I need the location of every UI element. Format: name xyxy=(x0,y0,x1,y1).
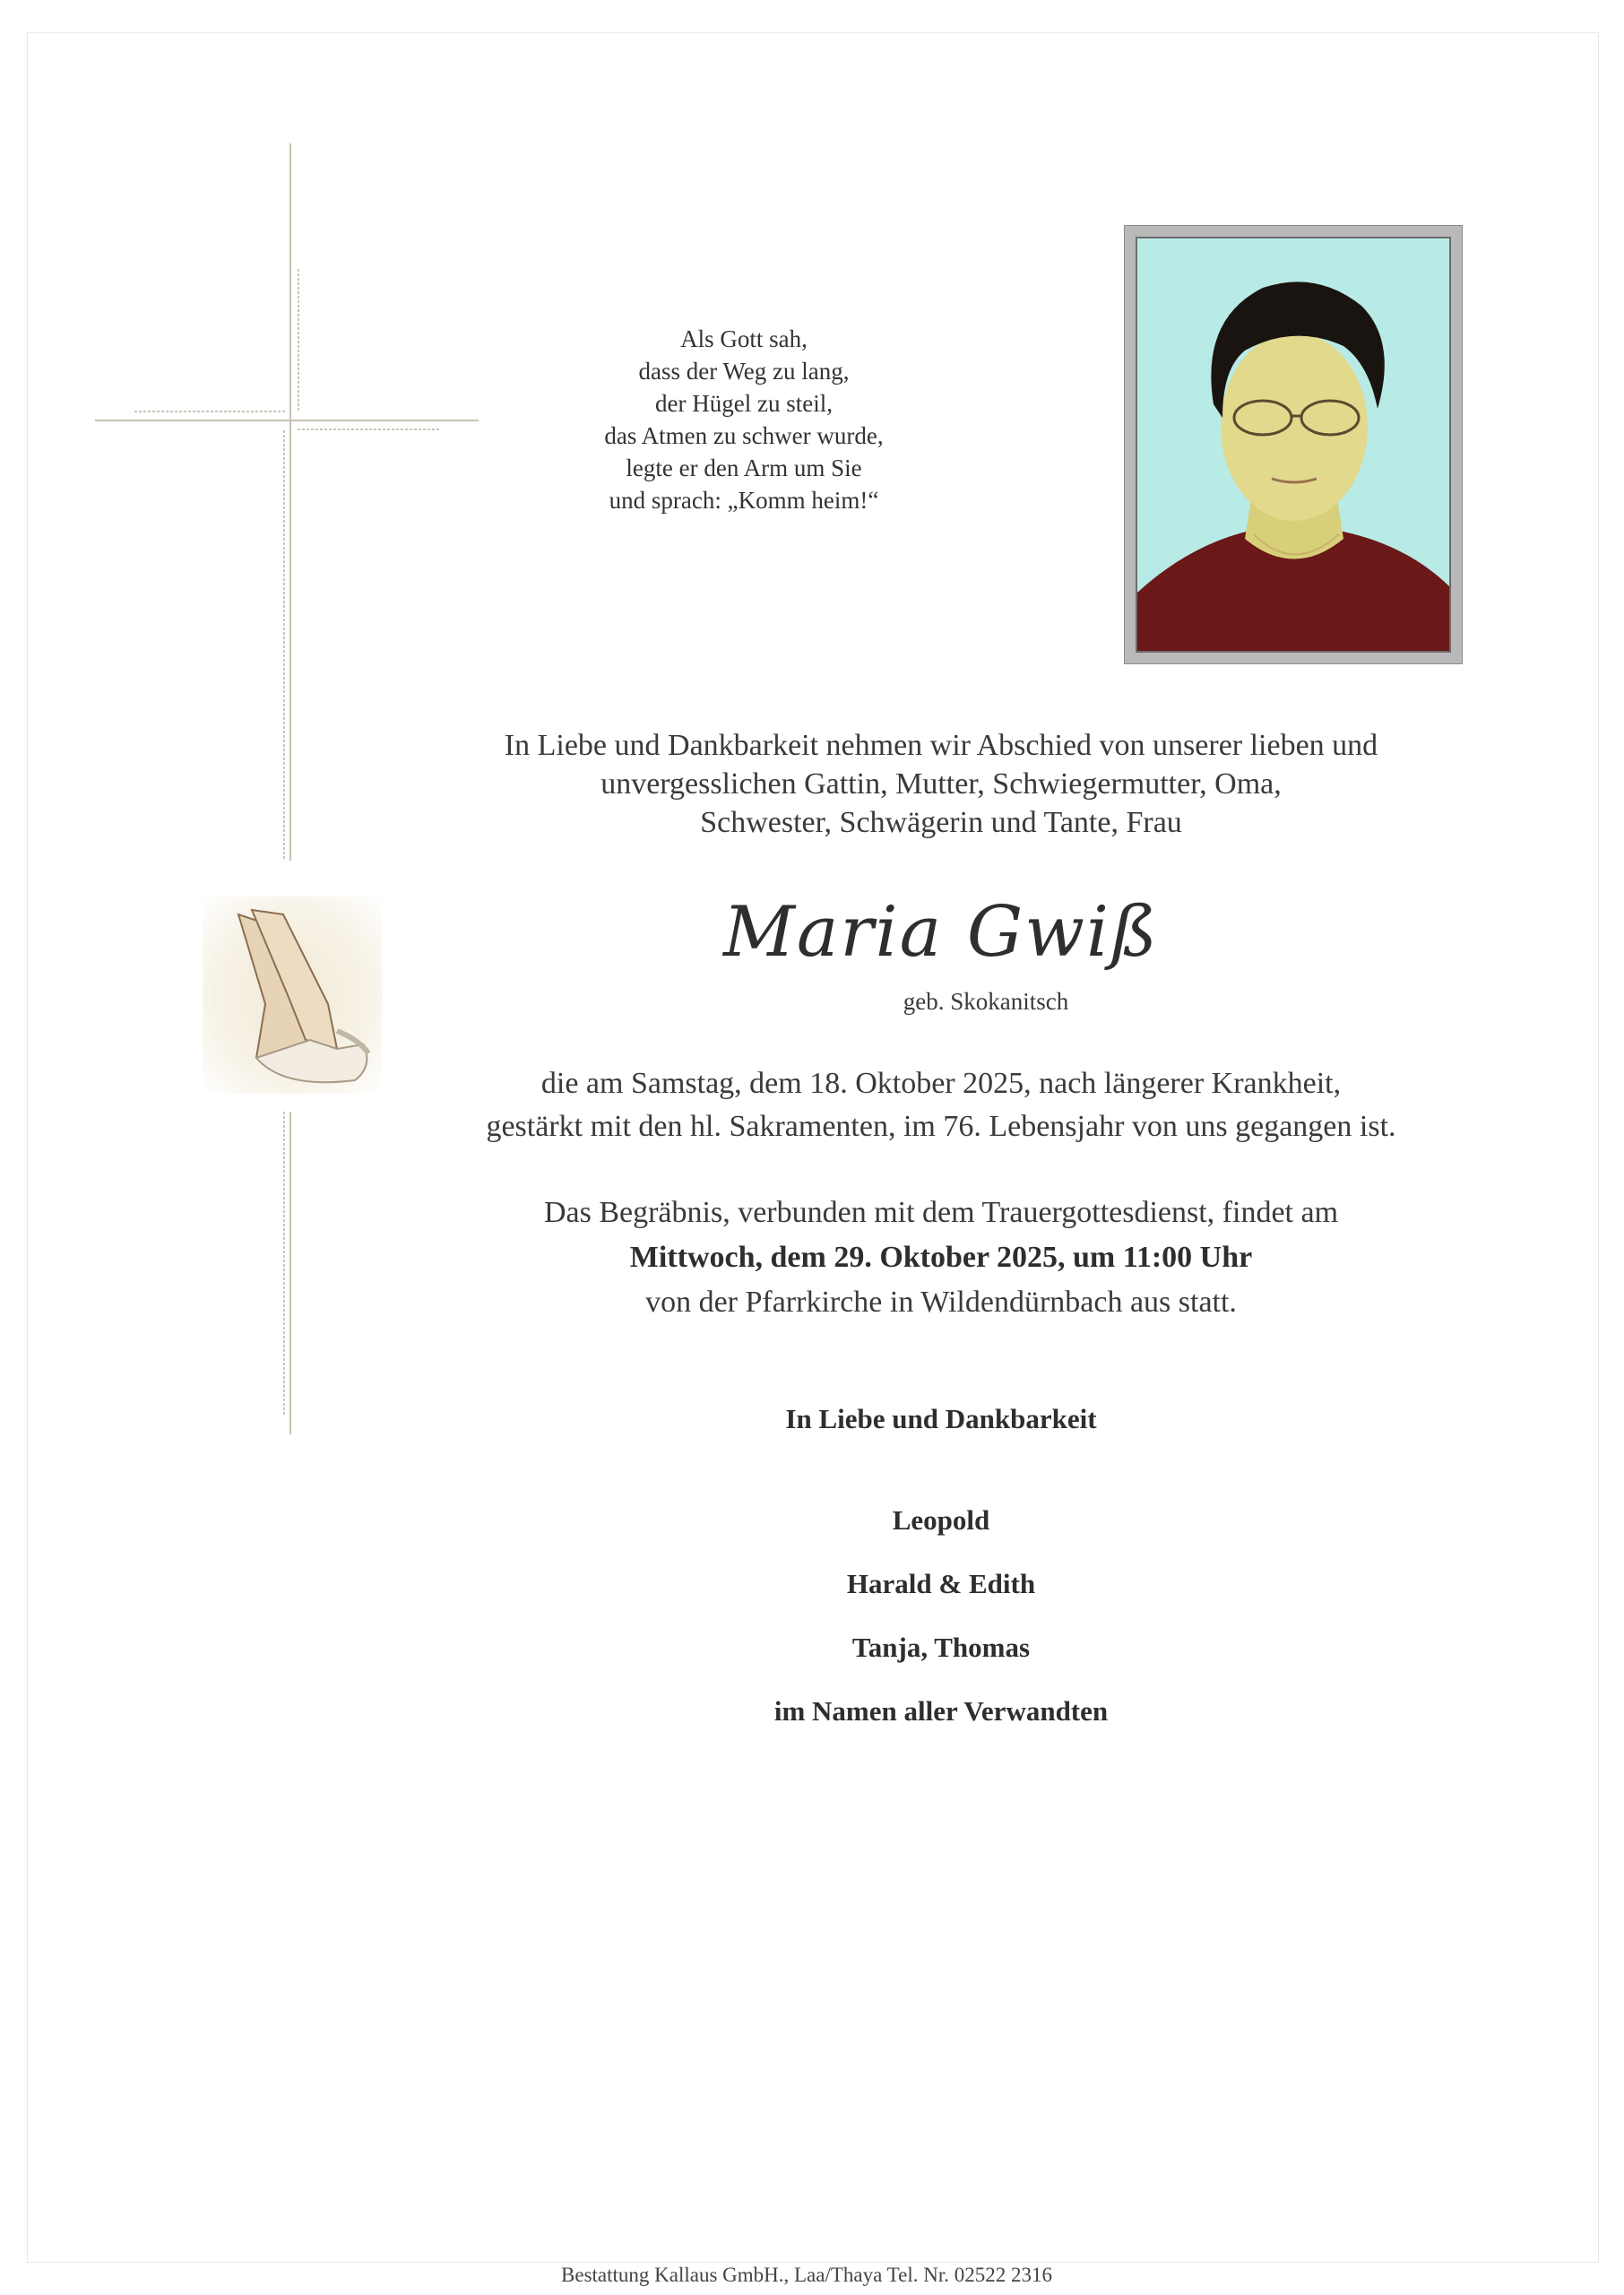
poem-line: der Hügel zu steil, xyxy=(655,390,833,417)
funeral-home-footer: Bestattung Kallaus GmbH., Laa/Thaya Tel. Nr. 02522 2316 xyxy=(561,2264,1052,2286)
funeral-line: von der Pfarrkirche in Wildendürnbach aus statt. xyxy=(645,1286,1237,1319)
maiden-name: geb. Skokanitsch xyxy=(903,988,1069,1015)
death-notice xyxy=(448,1062,1434,1148)
intro-line: unvergesslichen Gattin, Mutter, Schwiegermutter, Oma, xyxy=(600,767,1282,801)
poem-line: dass der Weg zu lang, xyxy=(638,358,850,385)
portrait-photo xyxy=(1124,225,1463,664)
deceased-name: Maria Gwiß xyxy=(722,892,1160,973)
mourner-name: Harald & Edith xyxy=(846,1568,1036,1599)
funeral-line: Das Begräbnis, verbunden mit dem Trauergottesdienst, findet am xyxy=(543,1196,1339,1229)
funeral-date: Mittwoch, dem 29. Oktober 2025, um 11:00 Uhr xyxy=(629,1241,1253,1274)
closing-line: In Liebe und Dankbarkeit xyxy=(785,1403,1097,1434)
funeral-info xyxy=(448,1191,1434,1325)
poem-line: und sprach: „Komm heim!“ xyxy=(609,487,879,514)
mourner-name: Tanja, Thomas xyxy=(851,1632,1031,1663)
poem-line: legte er den Arm um Sie xyxy=(626,455,862,481)
intro-line: In Liebe und Dankbarkeit nehmen wir Abschied von unserer lieben und xyxy=(504,729,1378,762)
poem-line: Als Gott sah, xyxy=(680,325,808,352)
poem xyxy=(520,323,968,516)
mourner-name: im Namen aller Verwandten xyxy=(773,1695,1109,1727)
death-notice-line: die am Samstag, dem 18. Oktober 2025, nach längerer Krankheit, xyxy=(540,1067,1342,1100)
death-notice-line: gestärkt mit den hl. Sakramenten, im 76. Lebensjahr von uns gegangen ist. xyxy=(486,1110,1396,1143)
portrait-image xyxy=(1136,237,1451,653)
poem-line: das Atmen zu schwer wurde, xyxy=(604,422,884,449)
intro-text xyxy=(448,726,1434,842)
intro-line: Schwester, Schwägerin und Tante, Frau xyxy=(700,806,1182,839)
praying-hands-icon xyxy=(203,896,382,1094)
mourner-name: Leopold xyxy=(892,1504,990,1536)
